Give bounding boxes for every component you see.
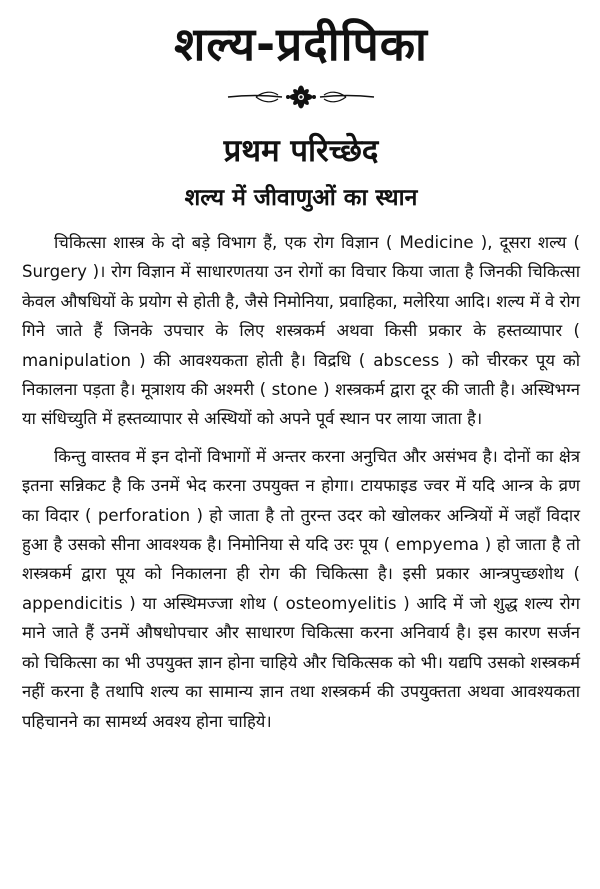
floral-divider-svg [226,85,376,109]
paragraph-1: चिकित्सा शास्त्र के दो बड़े विभाग हैं, एक रोग विज्ञान ( Medicine ), दूसरा शल्य ( Surgery )। रोग विज्ञान में साधारणतया उन रोगों का विचार किया जाता है जिनकी चिकित्सा केवल औषधियों के प्रयोग से होती है, जैसे निमोनिया, प्रवाहिका, मलेरिया आदि। शल्य में वे रोग गिने जाते हैं जिनके उपचार के लिए शस्त्रकर्म अथवा किसी प्रकार के हस्तव्यापार ( manipulation ) की आवश्यकता होती है। विद्रधि ( abscess ) को चीरकर पूय को निकालना पड़ता है। मूत्राशय की अश्मरी ( stone ) शस्त्रकर्म द्वारा दूर की जाती है। अस्थिभग्न या संधिच्युति में हस्तव्यापार से अस्थियों को अपने पूर्व स्थान पर लाया जाता है। [22,233,580,429]
section-title: शल्य में जीवाणुओं का स्थान [184,185,418,211]
floral-divider-icon [22,84,580,110]
book-title: शल्य-प्रदीपिका [174,17,428,71]
paragraph-2: किन्तु वास्तव में इन दोनों विभागों में अन्तर करना अनुचित और असंभव है। दोनों का क्षेत्र इतना सन्निकट है कि उनमें भेद करना उपयुक्त न होगा। टायफाइड ज्वर में यदि आन्त्र के व्रण का विदार ( perforation ) हो जाता है तो तुरन्त उदर को खोलकर अन्त्रियों में जहाँ विदार हुआ है उसको सीना आवश्यक है। निमोनिया से यदि उरः पूय ( empyema ) हो जाता है तो शस्त्रकर्म द्वारा पूय को निकालना ही रोग की चिकित्सा है। इसी प्रकार आन्त्रपुच्छशोथ ( appendicitis ) या अस्थिमज्जा शोथ ( osteomyelitis ) आदि में जो शुद्ध शल्य रोग माने जाते हैं उनमें औषधोपचार और साधारण चिकित्सा करना अनिवार्य है। इस कारण सर्जन को चिकित्सा का भी उपयुक्त ज्ञान होना चाहिये और चिकित्सक को भी। यद्यपि उसको शस्त्रकर्म नहीं करना है तथापि शल्य का सामान्य ज्ञान तथा शस्त्रकर्म की उपयुक्तता अथवा आवश्यकता पहिचानने का सामर्थ्य अवश्य होना चाहिये। [22,446,580,731]
chapter-title: प्रथम परिच्छेद [223,133,379,169]
